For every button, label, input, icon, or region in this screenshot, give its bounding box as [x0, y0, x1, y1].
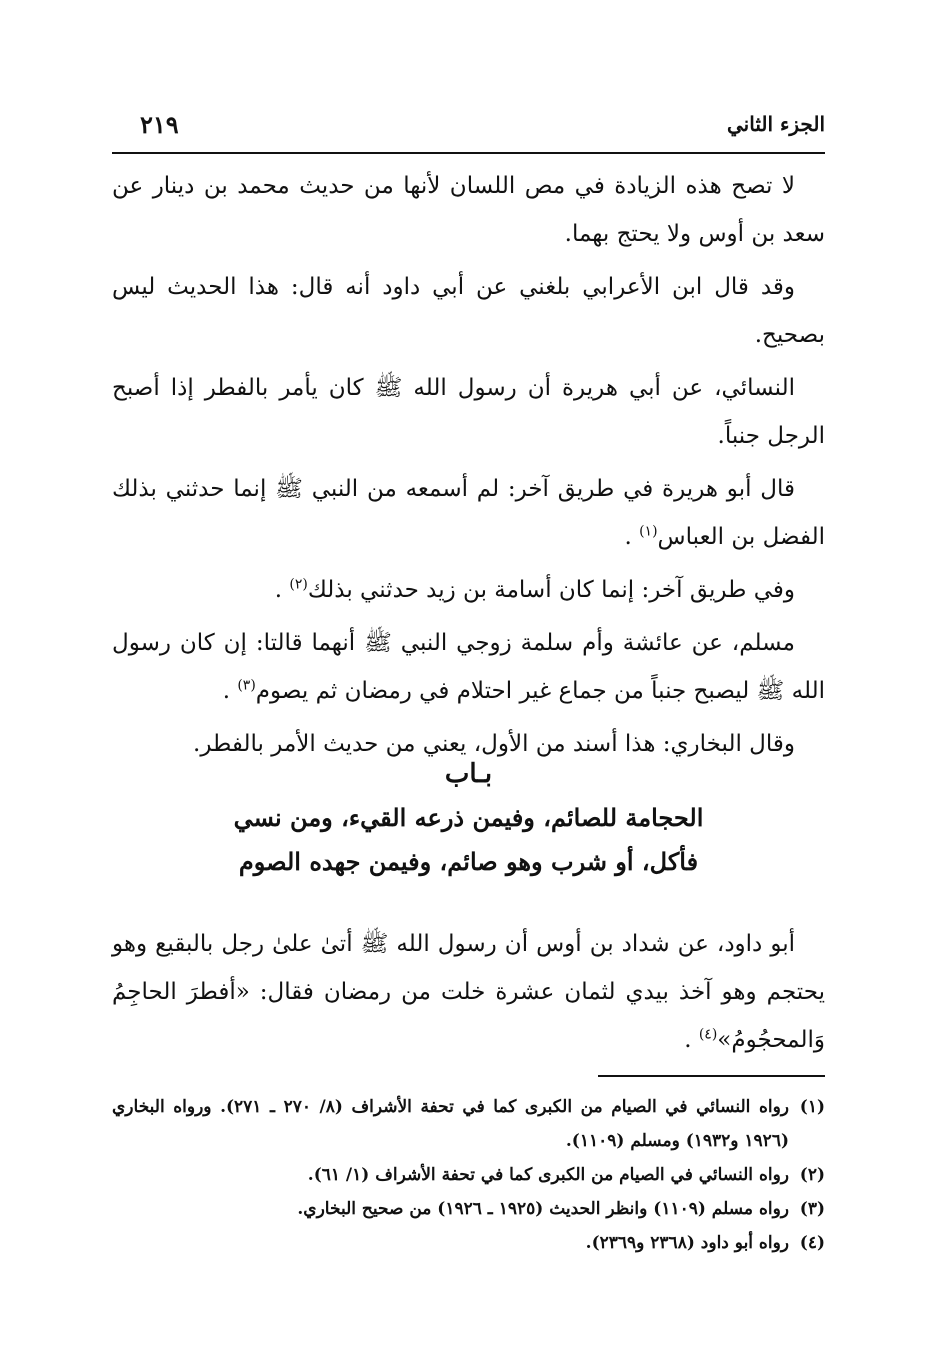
paragraph-text: قال أبو هريرة في طريق آخر: لم أسمعه من النبي ﷺ إنما حدثني بذلك الفضل بن العباس	[112, 476, 825, 550]
period: .	[624, 524, 632, 550]
chapter-label: بـاب	[444, 759, 493, 789]
paragraph-text: أبو داود، عن شداد بن أوس أن رسول الله ﷺ أتىٰ علىٰ رجل بالبقيع وهو يحتجم وهو آخذ بيدي لثمان عشرة خلت من رمضان فقال: «أفطرَ الحاجِمُ وَالمحجُومُ»	[112, 931, 825, 1053]
footnote	[112, 1192, 825, 1226]
main-text	[112, 162, 825, 773]
footnote-marker: (٢)	[289, 576, 308, 593]
footnote-marker: (٣)	[237, 677, 256, 694]
footnote-text: رواه النسائي في الصيام من الكبرى كما في تحفة الأشراف (٨/ ٢٧٠ ـ ٢٧١). ورواه البخاري (١٩٢٦ و١٩٣٢) ومسلم (١١٠٩).	[112, 1097, 789, 1151]
paragraph	[112, 364, 825, 460]
footnote	[112, 1090, 825, 1158]
footnote-number: (٣)	[799, 1199, 825, 1219]
footnote-marker: (١)	[639, 523, 658, 540]
footnote	[112, 1158, 825, 1192]
footnote-number: (٢)	[799, 1165, 825, 1185]
period: .	[274, 577, 283, 603]
footnote-text: رواه أبو داود (٢٣٦٨ و٢٣٦٩).	[585, 1233, 789, 1253]
period: .	[684, 1027, 692, 1053]
footnotes	[112, 1090, 825, 1260]
footnote-text: رواه مسلم (١١٠٩) وانظر الحديث (١٩٢٥ ـ ١٩٢٦) من صحيح البخاري.	[297, 1199, 789, 1219]
paragraph-text: لا تصح هذه الزيادة في مص اللسان لأنها من حديث محمد بن دينار عن سعد بن أوس ولا يحتج بهما.	[112, 173, 825, 247]
footnote	[112, 1226, 825, 1260]
paragraph-text: النسائي، عن أبي هريرة أن رسول الله ﷺ كان يأمر بالفطر إذا أصبح الرجل جنباً.	[112, 375, 825, 449]
page-number: ٢١٩	[140, 110, 179, 139]
footnote-number: (١)	[799, 1097, 825, 1117]
footnote-divider	[598, 1075, 825, 1077]
paragraph-text: وقال البخاري: هذا أسند من الأول، يعني من حديث الأمر بالفطر.	[193, 731, 795, 757]
paragraph-text: مسلم، عن عائشة وأم سلمة زوجي النبي ﷺ أنهما قالتا: إن كان رسول الله ﷺ ليصبح جنباً من جماع غير احتلام في رمضان ثم يصوم	[112, 630, 825, 704]
footnote-number: (٤)	[799, 1233, 825, 1253]
paragraph-text: وفي طريق آخر: إنما كان أسامة بن زيد حدثني بذلك	[307, 577, 795, 603]
running-header	[112, 104, 825, 154]
chapter-text	[112, 920, 825, 1064]
running-title: الجزء الثاني	[727, 112, 825, 136]
paragraph	[112, 465, 825, 561]
footnote-marker: (٤)	[698, 1026, 718, 1043]
paragraph	[112, 162, 825, 258]
paragraph	[112, 263, 825, 359]
paragraph	[112, 920, 825, 1064]
paragraph	[112, 566, 825, 614]
chapter-title: الحجامة للصائم، وفيمن ذرعه القيء، ومن نسي فأكل، أو شرب وهو صائم، وفيمن جهده الصوم	[233, 803, 704, 876]
footnote-text: رواه النسائي في الصيام من الكبرى كما في تحفة الأشراف (١/ ٦١).	[307, 1165, 789, 1185]
chapter-heading	[112, 752, 825, 884]
paragraph	[112, 619, 825, 715]
period: .	[222, 678, 231, 704]
paragraph-text: وقد قال ابن الأعرابي بلغني عن أبي داود أنه قال: هذا الحديث ليس بصحيح.	[112, 274, 825, 348]
